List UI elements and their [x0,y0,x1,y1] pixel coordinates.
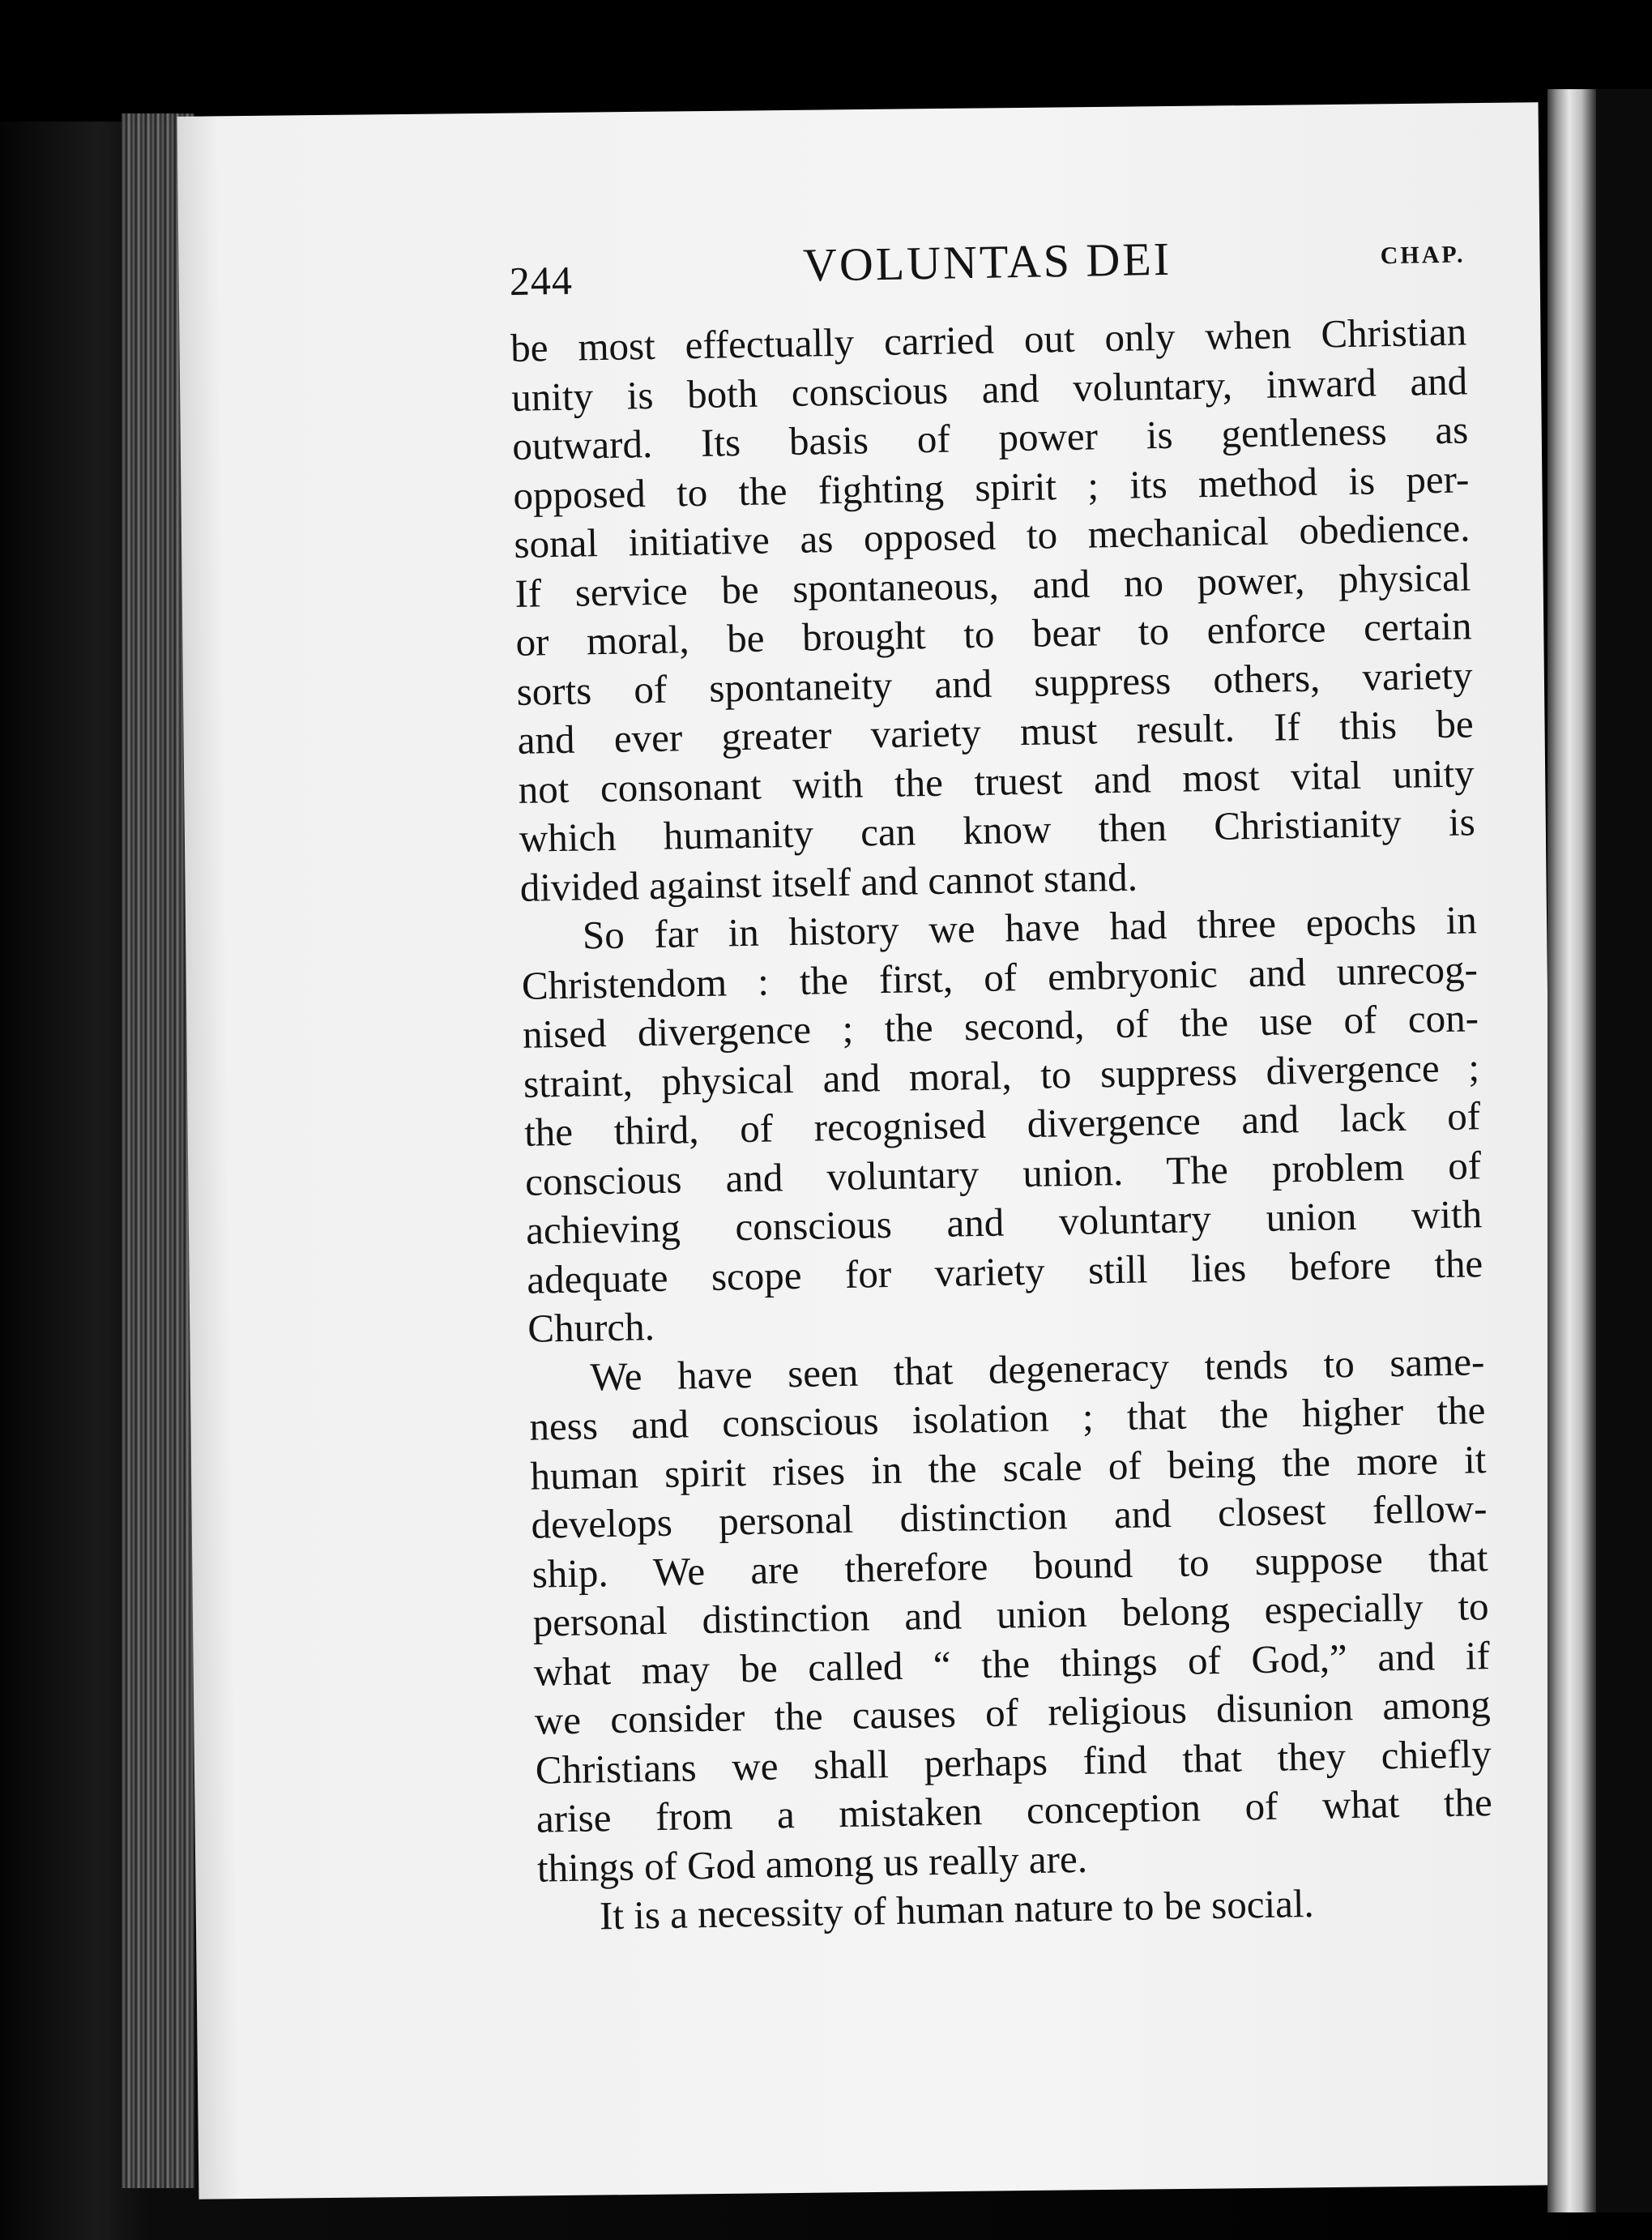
text-line: personal distinction and union belong especially to [532,1584,1490,1645]
text-line: Christendom : the first, of embryonic and unrecog- [521,946,1479,1008]
text-line: So far in history we have had three epochs in [582,897,1478,958]
running-head [509,226,1466,324]
text-line: not consonant with the truest and most vital unity [518,750,1475,812]
text-line: things of God among us really are. [536,1836,1088,1891]
text-line: sonal initiative as opposed to mechanical obedience. [514,505,1471,566]
text-line: ship. We are therefore bound to suppose that [531,1534,1488,1597]
text-line: nised divergence ; the second, of the use of con- [522,995,1479,1057]
text-line: Christians we shall perhaps find that they chiefly [535,1730,1492,1793]
text-line: opposed to the fighting spirit ; its method is per- [512,455,1470,518]
paragraph [510,307,1476,912]
chapter-label: CHAP. [1380,241,1466,270]
text-line: conscious and voluntary union. The problem of [524,1142,1482,1204]
paragraph [520,896,1483,1353]
text-line: adequate scope for variety still lies before the [526,1240,1483,1302]
text-line: ness and conscious isolation ; that the higher the [529,1387,1486,1449]
text-line: and ever greater variety must result. If this be [517,701,1475,763]
text-line: If service be spontaneous, and no power, physical [514,554,1471,616]
page-text-block [509,226,1494,1942]
text-line: achieving conscious and voluntary union with [525,1191,1483,1253]
text-line: unity is both conscious and voluntary, inward and [510,357,1468,420]
book-title: VOLUNTAS DEI [802,232,1172,292]
text-line: human spirit rises in the scale of being the more it [530,1436,1487,1498]
text-line: sorts of spontaneity and suppress others, variety [516,652,1473,714]
text-line: the third, of recognised divergence and lack of [523,1093,1481,1155]
text-line: which humanity can know then Christianity is [519,799,1476,861]
scan-right-margin [1596,89,1652,2212]
text-line: divided against itself and cannot stand. [519,854,1138,910]
text-line: develops personal distinction and closest fellow- [531,1485,1488,1547]
text-line: we consider the causes of religious disunion among [534,1682,1492,1743]
text-line: or moral, be brought to bear to enforce certain [515,603,1472,665]
book-right-edge [1547,89,1596,2212]
text-line: straint, physical and moral, to suppress divergence ; [523,1044,1480,1106]
text-line: arise from a mistaken conception of what the [536,1780,1493,1841]
page-number: 244 [509,257,574,304]
text-line: what may be called “ the things of God,” and if [533,1632,1491,1695]
text-line: outward. Its basis of power is gentleness as [511,407,1469,468]
text-line: We have seen that degeneracy tends to same- [589,1338,1485,1399]
text-line: It is a necessity of human nature to be social. [599,1880,1315,1939]
text-line: be most effectually carried out only when Christian [510,309,1467,370]
paragraph [528,1337,1493,1893]
text-line: Church. [527,1304,655,1351]
